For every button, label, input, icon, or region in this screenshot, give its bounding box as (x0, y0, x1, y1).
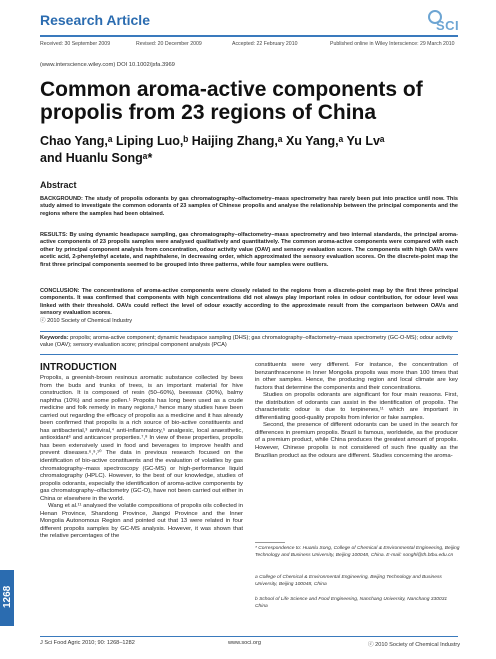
keywords-bottom-rule (40, 354, 458, 355)
article-title: Common aroma-active components of propolis from 23 regions of China (40, 78, 423, 124)
footer-rule (40, 636, 458, 637)
published-date: Published online in Wiley Interscience: 29 March 2010 (330, 41, 455, 47)
authors-line-1: Chao Yang,ᵃ Liping Luo,ᵇ Haijing Zhang,ᵃ Xu Yang,ᵃ Yu Lvᵃ (40, 134, 385, 148)
received-date: Received: 30 September 2009 (40, 41, 111, 47)
doi-line: (www.interscience.wiley.com) DOI 10.1002/jsfa.3969 (40, 62, 175, 68)
accepted-date: Accepted: 22 February 2010 (232, 41, 298, 47)
footnote-affiliation-b: b School of Life Science and Food Engineering, Nanchang University, Nanchang 330031 China (255, 597, 448, 609)
header-rule (40, 35, 458, 37)
footer-site: www.soci.org (228, 640, 261, 646)
intro-right-paragraph-3: Second, the presence of different odorants can be used in the search for differences in premium propolis. Brazil is famous, worldwide, as the producer of a premium product, while China produces the greatest amount of propolis. However, Chinese propolis is not considered of such fine quality as the Brazilian product as the odours are different. Studies concerning the aroma- (255, 422, 458, 459)
footnote-divider (255, 542, 285, 543)
footnote-correspondence: * Correspondence to: Huanlu Song, College of Chemical & Environmental Engineering, Beijing Technology and Business University, Beijing 100048, China. E-mail: songhl@th.btbu.edu.cn (255, 546, 460, 558)
sci-logo (424, 8, 464, 36)
abstract-heading: Abstract (40, 180, 77, 190)
page-number: 1268 (2, 585, 13, 608)
intro-paragraph-1: Propolis, a greenish-brown resinous aromatic substance collected by bees from the buds and trunks of trees, is an important material for hive construction. It is composed of resin (50–60%), beeswax (30%), balmy naphtha (10%) and some pollen.¹ Propolis has long been used as a crude medicine and folk remedy in many regions,² hence many studies have been carried out regarding the efficacy of propolis as a medicine and it has already been confirmed that propolis is a rich source of bio-active constituents and has antibacterial,³ antiviral,⁴ anti-inflammatory,⁵ analgesic, local anaesthetic, antioxidant⁶ and anticancer properties.⁷,⁸ In view of these properties, propolis has been extensively used in food and beverages to improve health and prevent diseases.⁶,⁹,¹⁰ The data in previous research focused on the identification of bio-active constituents and the evaluation of volatiles by gas chromatography–mass spectroscopy (GC-MS) or high-performance liquid chromatography (HPLC). However, to the best of our knowledge, studies of propolis odorants, especially the identification of aroma-active components by gas chromatography–olfactometry (GC-O), have not been carried out either in China or elsewhere in the world. (40, 375, 243, 502)
footer-copyright: ⓒ 2010 Society of Chemical Industry (368, 642, 461, 648)
abstract-background: BACKGROUND: The study of propolis odorants by gas chromatography–olfactometry–mass spectrometry has rarely been put into practice until now. This study aimed to investigate the common odorants of 23 samples of Chinese propolis and analyse the relationship between the principal components and the regions where the samples had been obtained. (40, 196, 458, 217)
intro-left-column (40, 375, 243, 541)
abstract-results: RESULTS: By using dynamic headspace sampling, gas chromatography–olfactometry–mass spectrometry and two internal standards, the principal aroma-active components of 23 propolis samples were analysed qualitatively and quantitatively. The common aroma-active components were compared with each other by principal component analysis from concentration, odour activity value (OAV) and sensory evaluation score. The components with high OAVs were acetic acid, 2-phenylethyl acetate, and naphthalene, in decreasing order, which approximated the sensory evaluation scores. On the discrete-point map the first three principal components seemed to be grouped into three patterns, while four samples were outliers. (40, 232, 458, 268)
keywords-label: Keywords: (40, 335, 69, 341)
page-number-tab (0, 570, 14, 626)
footnote-affiliation-a: a College of Chemical & Environmental Engineering, Beijing Technology and Business University, Beijing 100048, China (255, 575, 442, 587)
intro-heading: INTRODUCTION (40, 362, 117, 373)
keywords-text: propolis; aroma-active component; dynamic headspace sampling (DHS); gas chromatography–olfactometry–mass spectrometry (GC-O-MS); odour activity value (OAV); sensory evaluation score; principal component analysis (PCA) (40, 335, 453, 349)
intro-right-paragraph-1: constituents were very different. For instance, the concentration of benzanthracenone in Inner Mongolia propolis was more than 100 times that in other samples. Hence, the producing region and local climate are key factors that determine the components and their concentrations. (255, 362, 458, 391)
abstract-conclusion: CONCLUSION: The concentrations of aroma-active components were closely related to the regions from a discrete-point map by the first three principal components. It was confirmed that components with high concentrations did not always play important roles in odour contribution, for odour level was linked with their threshold. OAVs could reflect the level of odour exactly according to the approximate result from the comparison between OAVs and sensory evaluation scores. (40, 288, 458, 317)
intro-paragraph-2: Wang et al.¹¹ analysed the volatile compositions of propolis oils collected in Henan Province, Shandong Province, Jiangxi Province and the Inner Mongolia Autonomous Region and pointed out that 13 were related in four different propolis samples by GC-MS analysis. However, it was shown that the relative percentages of the (40, 503, 243, 540)
intro-right-column (255, 362, 458, 460)
authors-line-2: and Huanlu Songᵃ* (40, 151, 153, 165)
author-list (40, 133, 460, 167)
revised-date: Revised: 20 December 2009 (136, 41, 202, 47)
keywords-top-rule (40, 331, 458, 332)
section-label: Research Article (40, 12, 150, 28)
footer-journal: J Sci Food Agric 2010; 90: 1268–1282 (40, 640, 135, 646)
abstract-copyright: ⓒ 2010 Society of Chemical Industry (40, 318, 133, 324)
intro-right-paragraph-2: Studies on propolis odorants are significant for four main reasons. First, the distribution of odorants can assist in the identification of propolis. The characteristic odour is due to terpinenes,¹¹ which are important in differentiating good-quality propolis from inferior or fake samples. (255, 392, 458, 421)
keywords (40, 335, 458, 350)
logo-text: SCI (436, 18, 460, 33)
